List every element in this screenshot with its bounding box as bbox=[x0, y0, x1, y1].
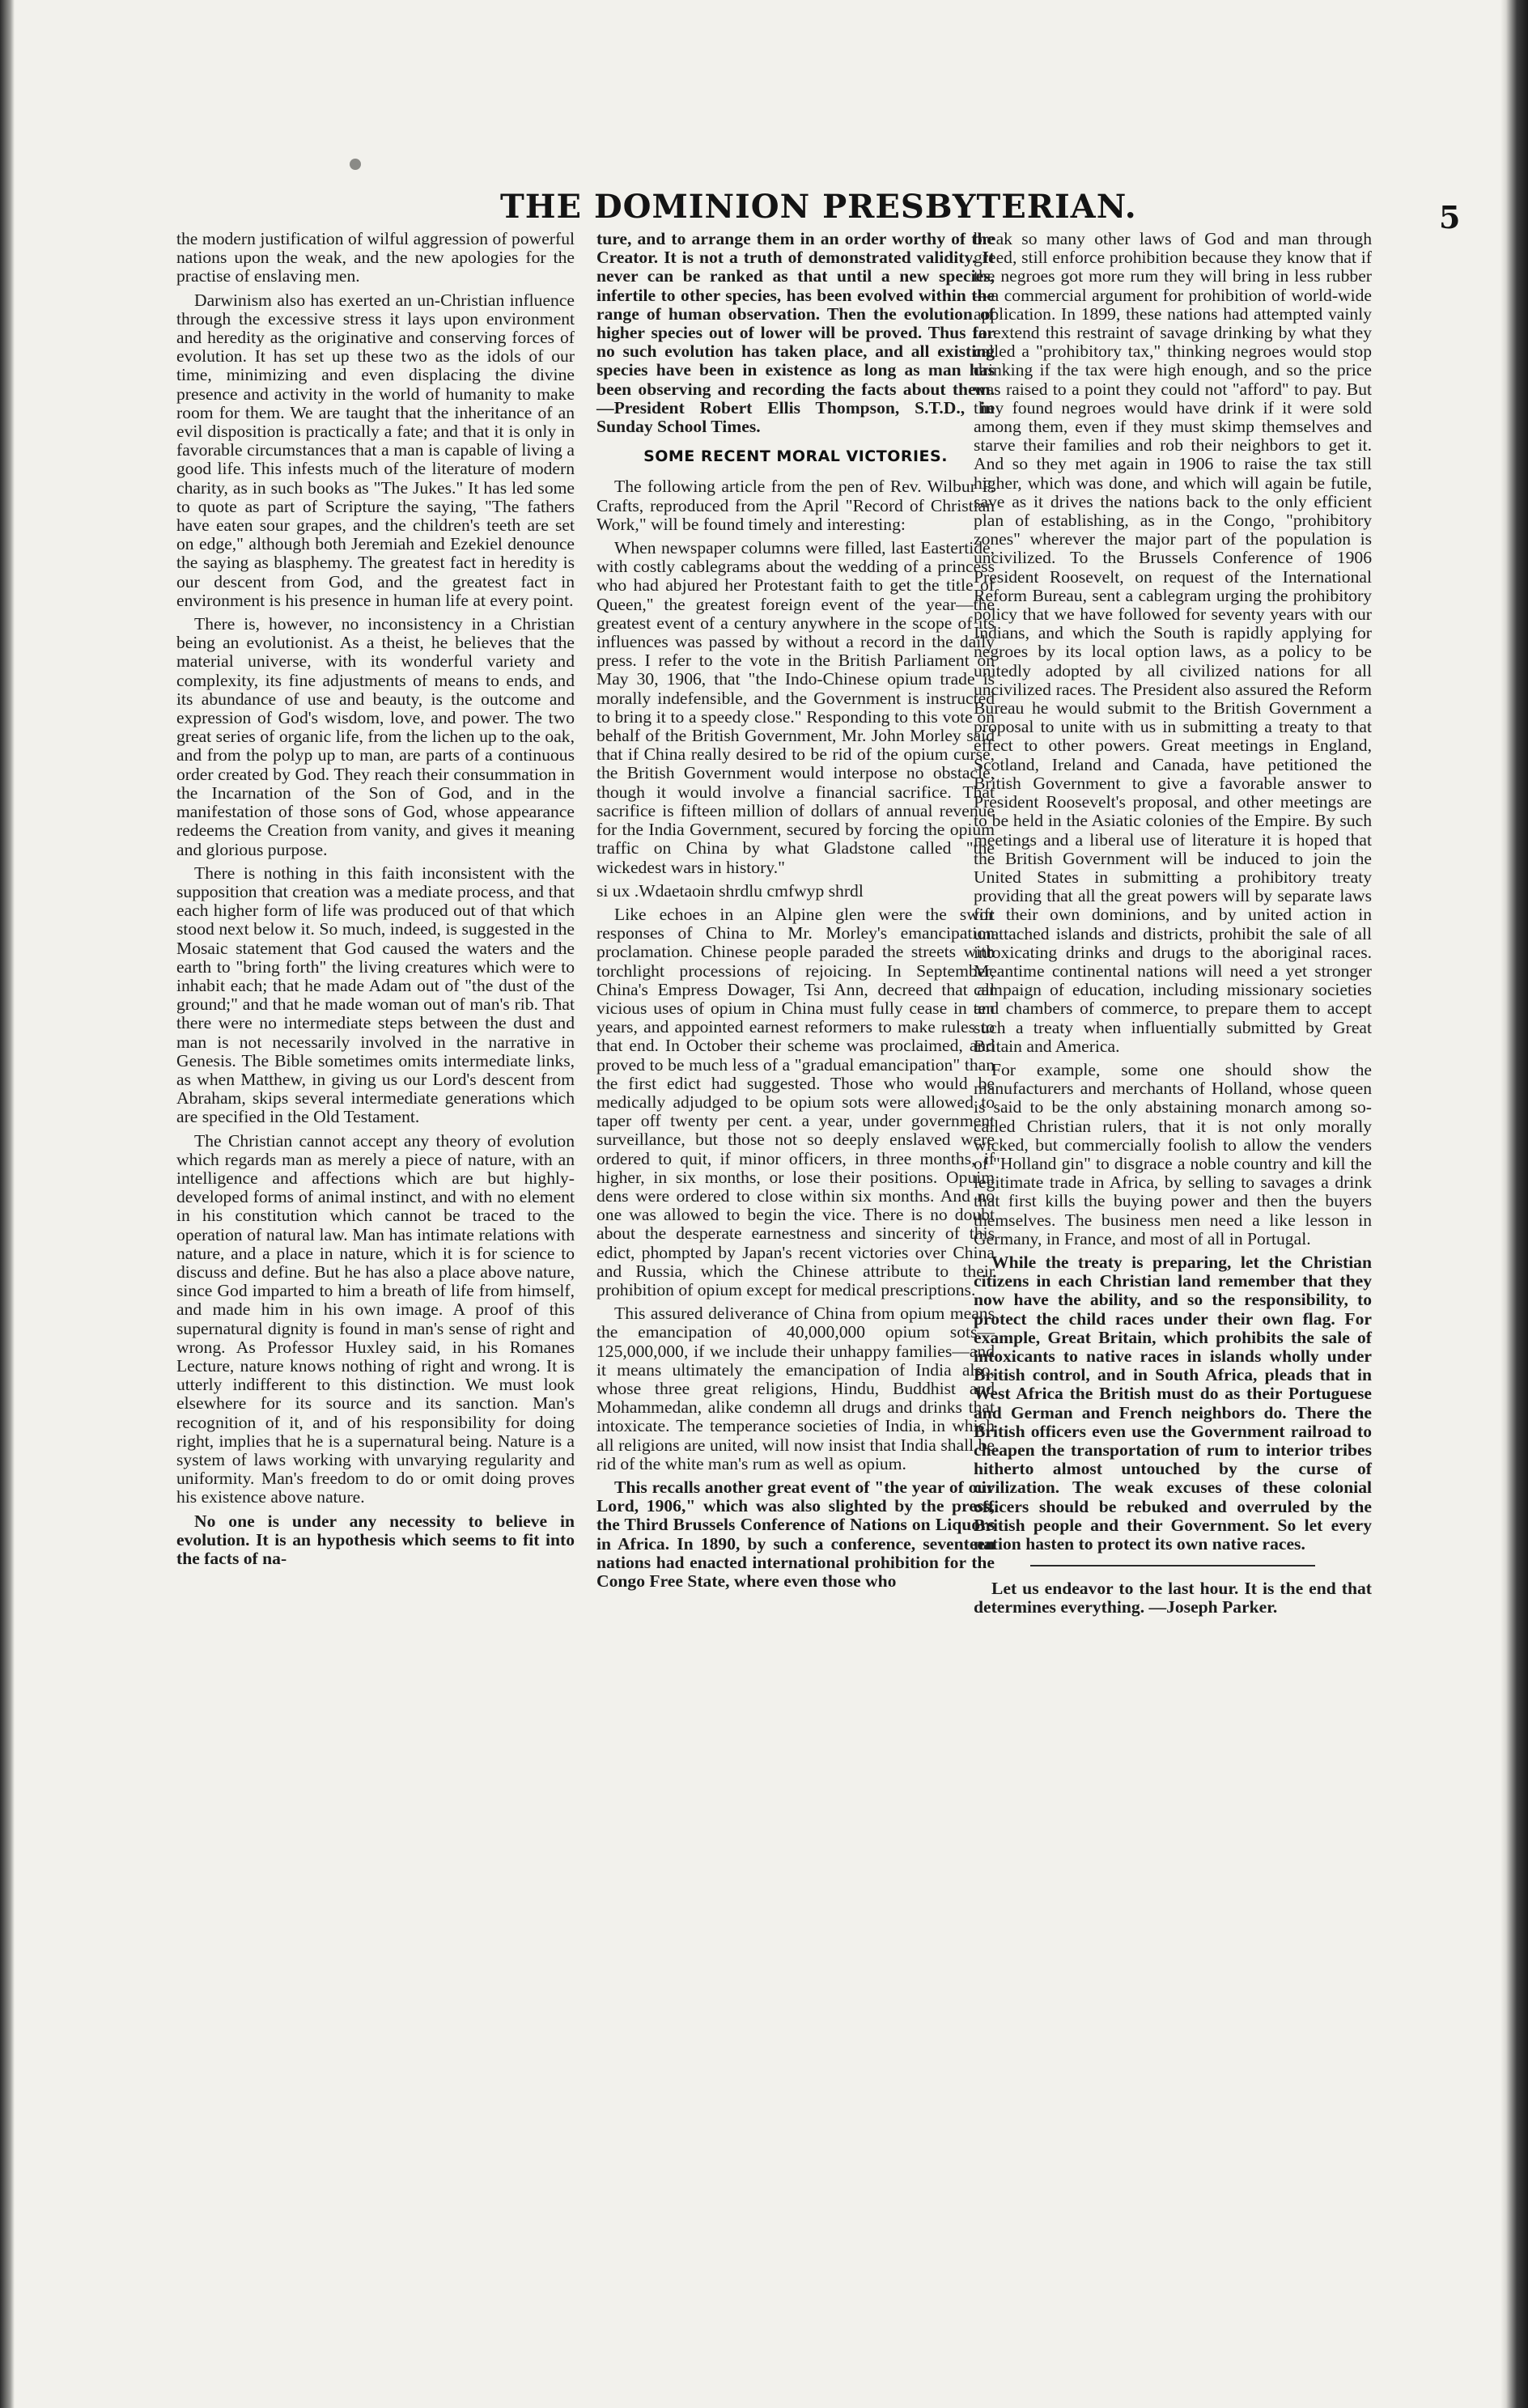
column-1 bbox=[176, 230, 575, 1573]
ink-smudge bbox=[350, 159, 361, 170]
paragraph: break so many other laws of God and man through greed, still enforce prohibition because they know that if the negroes got more rum they will bring in less rubber—a commercial argument for prohibition of world-wide application. In 1899, these nations had attempted vainly to extend this restraint of savage drinking by what they called a "prohibitory tax," thinking negroes would stop drinking if the tax were high enough, and so the price was raised to a point they could not "afford" to pay. But they found negroes would have drink if it were sold among them, even if they must skimp themselves and starve their families and rob their neighbors to get it. And so they met again in 1906 to raise the tax still higher, which was done, and which will again be futile, save as it drives the nations back to the only efficient plan of establishing, as in the Congo, "prohibitory zones" wherever the major part of the population is uncivilized. To the Brussels Conference of 1906 President Roosevelt, on request of the International Reform Bureau, sent a cablegram urging the prohibitory policy that we have followed for seventy years with our Indians, and which the South is rapidly applying for negroes by its local option laws, as a policy to be unitedly adopted by all civilized nations for all uncivilized races. The President also assured the Reform Bureau he would submit to the British Government a proposal to unite with us in submitting a treaty to that effect to other powers. Great meetings in England, Scotland, Ireland and Canada, have petitioned the British Government to give a favorable answer to President Roosevelt's proposal, and other meetings are to be held in the Asiatic colonies of the Empire. By such meetings and a liberal use of literature it is hoped that the British Government will be induced to join the United States in submitting a prohibitory treaty providing that all the great powers will by separate laws for their own dominions, and by united action in unattached islands and districts, prohibit the sale of all intoxicating drinks and drugs to the aboriginal races. Meantime continental nations will need a yet stronger campaign of education, including missionary societies and chambers of commerce, to prepare them to accept such a treaty when influentially submitted by Great Britain and America. bbox=[974, 229, 1372, 1056]
paragraph: The following article from the pen of Rev. Wilbur F. Crafts, reproduced from the April "Record of Christian Work," will be found timely and interesting: bbox=[596, 477, 995, 534]
paragraph: Darwinism also has exerted an un-Christian influence through the excessive stress it lays upon environment and heredity as the originative and conserving forces of evolution. It has set up these two as the idols of our time, minimizing and even displacing the divine presence and activity in the world of humanity to make room for them. We are taught that the inheritance of an evil disposition is practically a fate; and that it is only in favorable circumstances that a man is capable of living a good life. This infests much of the literature of modern charity, as in such books as "The Jukes." It has led some to quote as part of Scripture the saying, "The fathers have eaten sour grapes, and the children's teeth are set on edge," although both Jeremiah and Ezekiel denounce the saying as blasphemy. The greatest fact in heredity is our descent from God, and the greatest fact in environment is his presence in human life at every point. bbox=[176, 290, 575, 610]
paragraph: the modern justification of wilful aggression of powerful nations upon the weak, and the new apologies for the practise of enslaving men. bbox=[176, 229, 575, 286]
paragraph: While the treaty is preparing, let the Christian citizens in each Christian land remember that they now have the ability, and so the responsibility, to protect the child races under their own flag. For example, Great Britain, which prohibits the sale of intoxicants to native races in islands wholly under British control, and in South Africa, pleads that in West Africa the British must do as their Portuguese and German and French neighbors do. There the British officers even use the Government railroad to cheapen the transportation of rum to interior tribes hitherto almost untouched by the curse of civilization. The weak excuses of these colonial officers should be rebuked and overruled by the British people and their Government. So let every nation hasten to protect its own native races. bbox=[974, 1252, 1372, 1554]
paragraph: No one is under any necessity to believe in evolution. It is an hypothesis which seems to fit into the facts of na- bbox=[176, 1511, 575, 1569]
paragraph: Like echoes in an Alpine glen were the swift responses of China to Mr. Morley's emancipation proclamation. Chinese people paraded the streets with torchlight processions of rejoicing. In September, China's Empress Dowager, Tsi Ann, decreed that all vicious uses of opium in China must fully cease in ten years, and appointed earnest reformers to make rules to that end. In October their scheme was proclaimed, and proved to be much less of a "gradual emancipation" than the first edict had suggested. Those who would be medically adjudged to be opium sots were allowed to taper off twenty per cent. a year, under government surveillance, but those not so deeply enslaved were ordered to quit, if minor officers, in three months, if higher, in six months, or lose their positions. Opuim dens were ordered to close within six months. And no one was allowed to begin the vice. There is no doubt about the desperate earnestness and sincerity of this edict, phompted by Japan's recent victories over China and Russia, which the Chinese attribute to their prohibition of opium except for medical prescriptions. bbox=[596, 904, 995, 1299]
typo-line: si ux .Wdaetaoin shrdlu cmfwyp shrdl bbox=[596, 880, 864, 901]
column-2 bbox=[596, 230, 995, 1596]
paragraph: There is nothing in this faith inconsistent with the supposition that creation was a mediate process, and that each higher form of life was produced out of that which stood next below it. So much, indeed, is suggested in the Mosaic statement that God caused the waters and the earth to "bring forth" the living creatures which were to inhabit each; that he made Adam out of "the dust of the ground;" and that he made woman out of man's rib. That there were no intermediate steps between the dust and man is not necessarily involved in the narrative in Genesis. The Bible sometimes omits intermediate links, as when Matthew, in giving us our Lord's descent from Abraham, skips several intermediate generations which are specified in the Old Testament. bbox=[176, 863, 575, 1127]
paragraph: This recalls another great event of "the year of our Lord, 1906," which was also slighted by the press, the Third Brussels Conference of Nations on Liquors in Africa. In 1890, by such a conference, seventeen nations had enacted international prohibition for the Congo Free State, where even those who bbox=[596, 1477, 995, 1592]
scan-right-edge bbox=[1500, 0, 1528, 2408]
scan-left-edge bbox=[0, 0, 15, 2408]
closing-quote: Let us endeavor to the last hour. It is the end that determines everything. —Joseph Parker. bbox=[974, 1579, 1372, 1617]
masthead: THE DOMINION PRESBYTERIAN. bbox=[500, 188, 1137, 226]
section-heading: SOME RECENT MORAL VICTORIES. bbox=[643, 447, 948, 466]
page-number: 5 bbox=[1439, 199, 1461, 235]
paragraph: The Christian cannot accept any theory of evolution which regards man as merely a piece of nature, with an intelligence and affections which are but highly-developed forms of animal instinct, and with no element in his constitution which cannot be traced to the operation of natural law. Man has intimate relations with nature, and a place in nature, which it is for science to discuss and define. But he has also a place above nature, since God imparted to him a breath of life from himself, and made him in his own image. A proof of this supernatural dignity is found in man's sense of right and wrong. As Professor Huxley said, in his Romanes Lecture, nature knows nothing of right and wrong. It is utterly indifferent to this distinction. We must look elsewhere for its source and its sanction. Man's recognition of it, and of his responsibility for doing right, implies that he is a supernatural being. Nature is a system of laws working with unvarying regularity and uniformity. Man's freedom to do or omit doing proves his existence above nature. bbox=[176, 1130, 575, 1507]
paragraph: ture, and to arrange them in an order worthy of the Creator. It is not a truth of demonstrated validity. It never can be ranked as that until a new species, infertile to other species, has been evolved within the range of human observation. Then the evolution of higher species out of lower will be proved. Thus far no such evolution has taken place, and all existing species have been in existence as long as man has been observing and recording the facts about them.—President Robert Ellis Thompson, S.T.D., in Sunday School Times. bbox=[596, 229, 995, 437]
paragraph: When newspaper columns were filled, last Eastertide, with costly cablegrams about the wedding of a princess who had abjured her Protestant faith to get the title of Queen," the greatest foreign event of the year—the greatest event of a century anywhere in the scope of its influences was passed by without a record in the daily press. I refer to the vote in the British Parliament on May 30, 1906, that "the Indo-Chinese opium trade is morally indefensible, and the Government is instructed to bring it to a speedy close." Responding to this vote on behalf of the British Government, Mr. John Morley said that if China really desired to be rid of the opium curse, the British Government would interpose no obstacle, though it would involve a financial sacrifice. That sacrifice is fifteen million of dollars of annual revenue for the India Government, secured by forcing the opium traffic on China by what Gladstone called "the wickedest wars in history." bbox=[596, 538, 995, 877]
paragraph: For example, some one should show the manufacturers and merchants of Holland, whose queen is said to be the only abstaining monarch among so-called Christian rulers, that it is not only morally wicked, but commercially foolish to allow the venders of "Holland gin" to disgrace a noble country and kill the legitimate trade in Africa, by selling to savages a drink that first kills the buying power and then the buyers themselves. The business men need a like lesson in Germany, in France, and most of all in Portugal. bbox=[974, 1059, 1372, 1249]
paragraph: This assured deliverance of China from opium means the emancipation of 40,000,000 opium sots—125,000,000, if we include their unhappy families—and it means ultimately the emancipation of India also, whose three great religions, Hindu, Buddhist and Mohammedan, alike condemn all drugs and drinks that intoxicate. The temperance societies of India, in which all religions are united, will now insist that India shall be rid of the white man's rum as well as opium. bbox=[596, 1304, 995, 1473]
divider bbox=[1030, 1565, 1315, 1566]
paragraph: There is, however, no inconsistency in a Christian being an evolutionist. As a theist, he believes that the material universe, with its wonderful variety and complexity, its fine adjustments of means to ends, and its abundance of use and beauty, is the outcome and expression of God's wisdom, love, and power. The two great series of organic life, from the lichen up to the oak, and from the polyp up to man, are parts of a continuous order created by God. They reach their consummation in the Incarnation of the Son of God, and in the manifestation of those sons of God, whose appearance redeems the Creation from vanity, and gives it meaning and glorious purpose. bbox=[176, 614, 575, 859]
column-3 bbox=[974, 230, 1372, 1622]
